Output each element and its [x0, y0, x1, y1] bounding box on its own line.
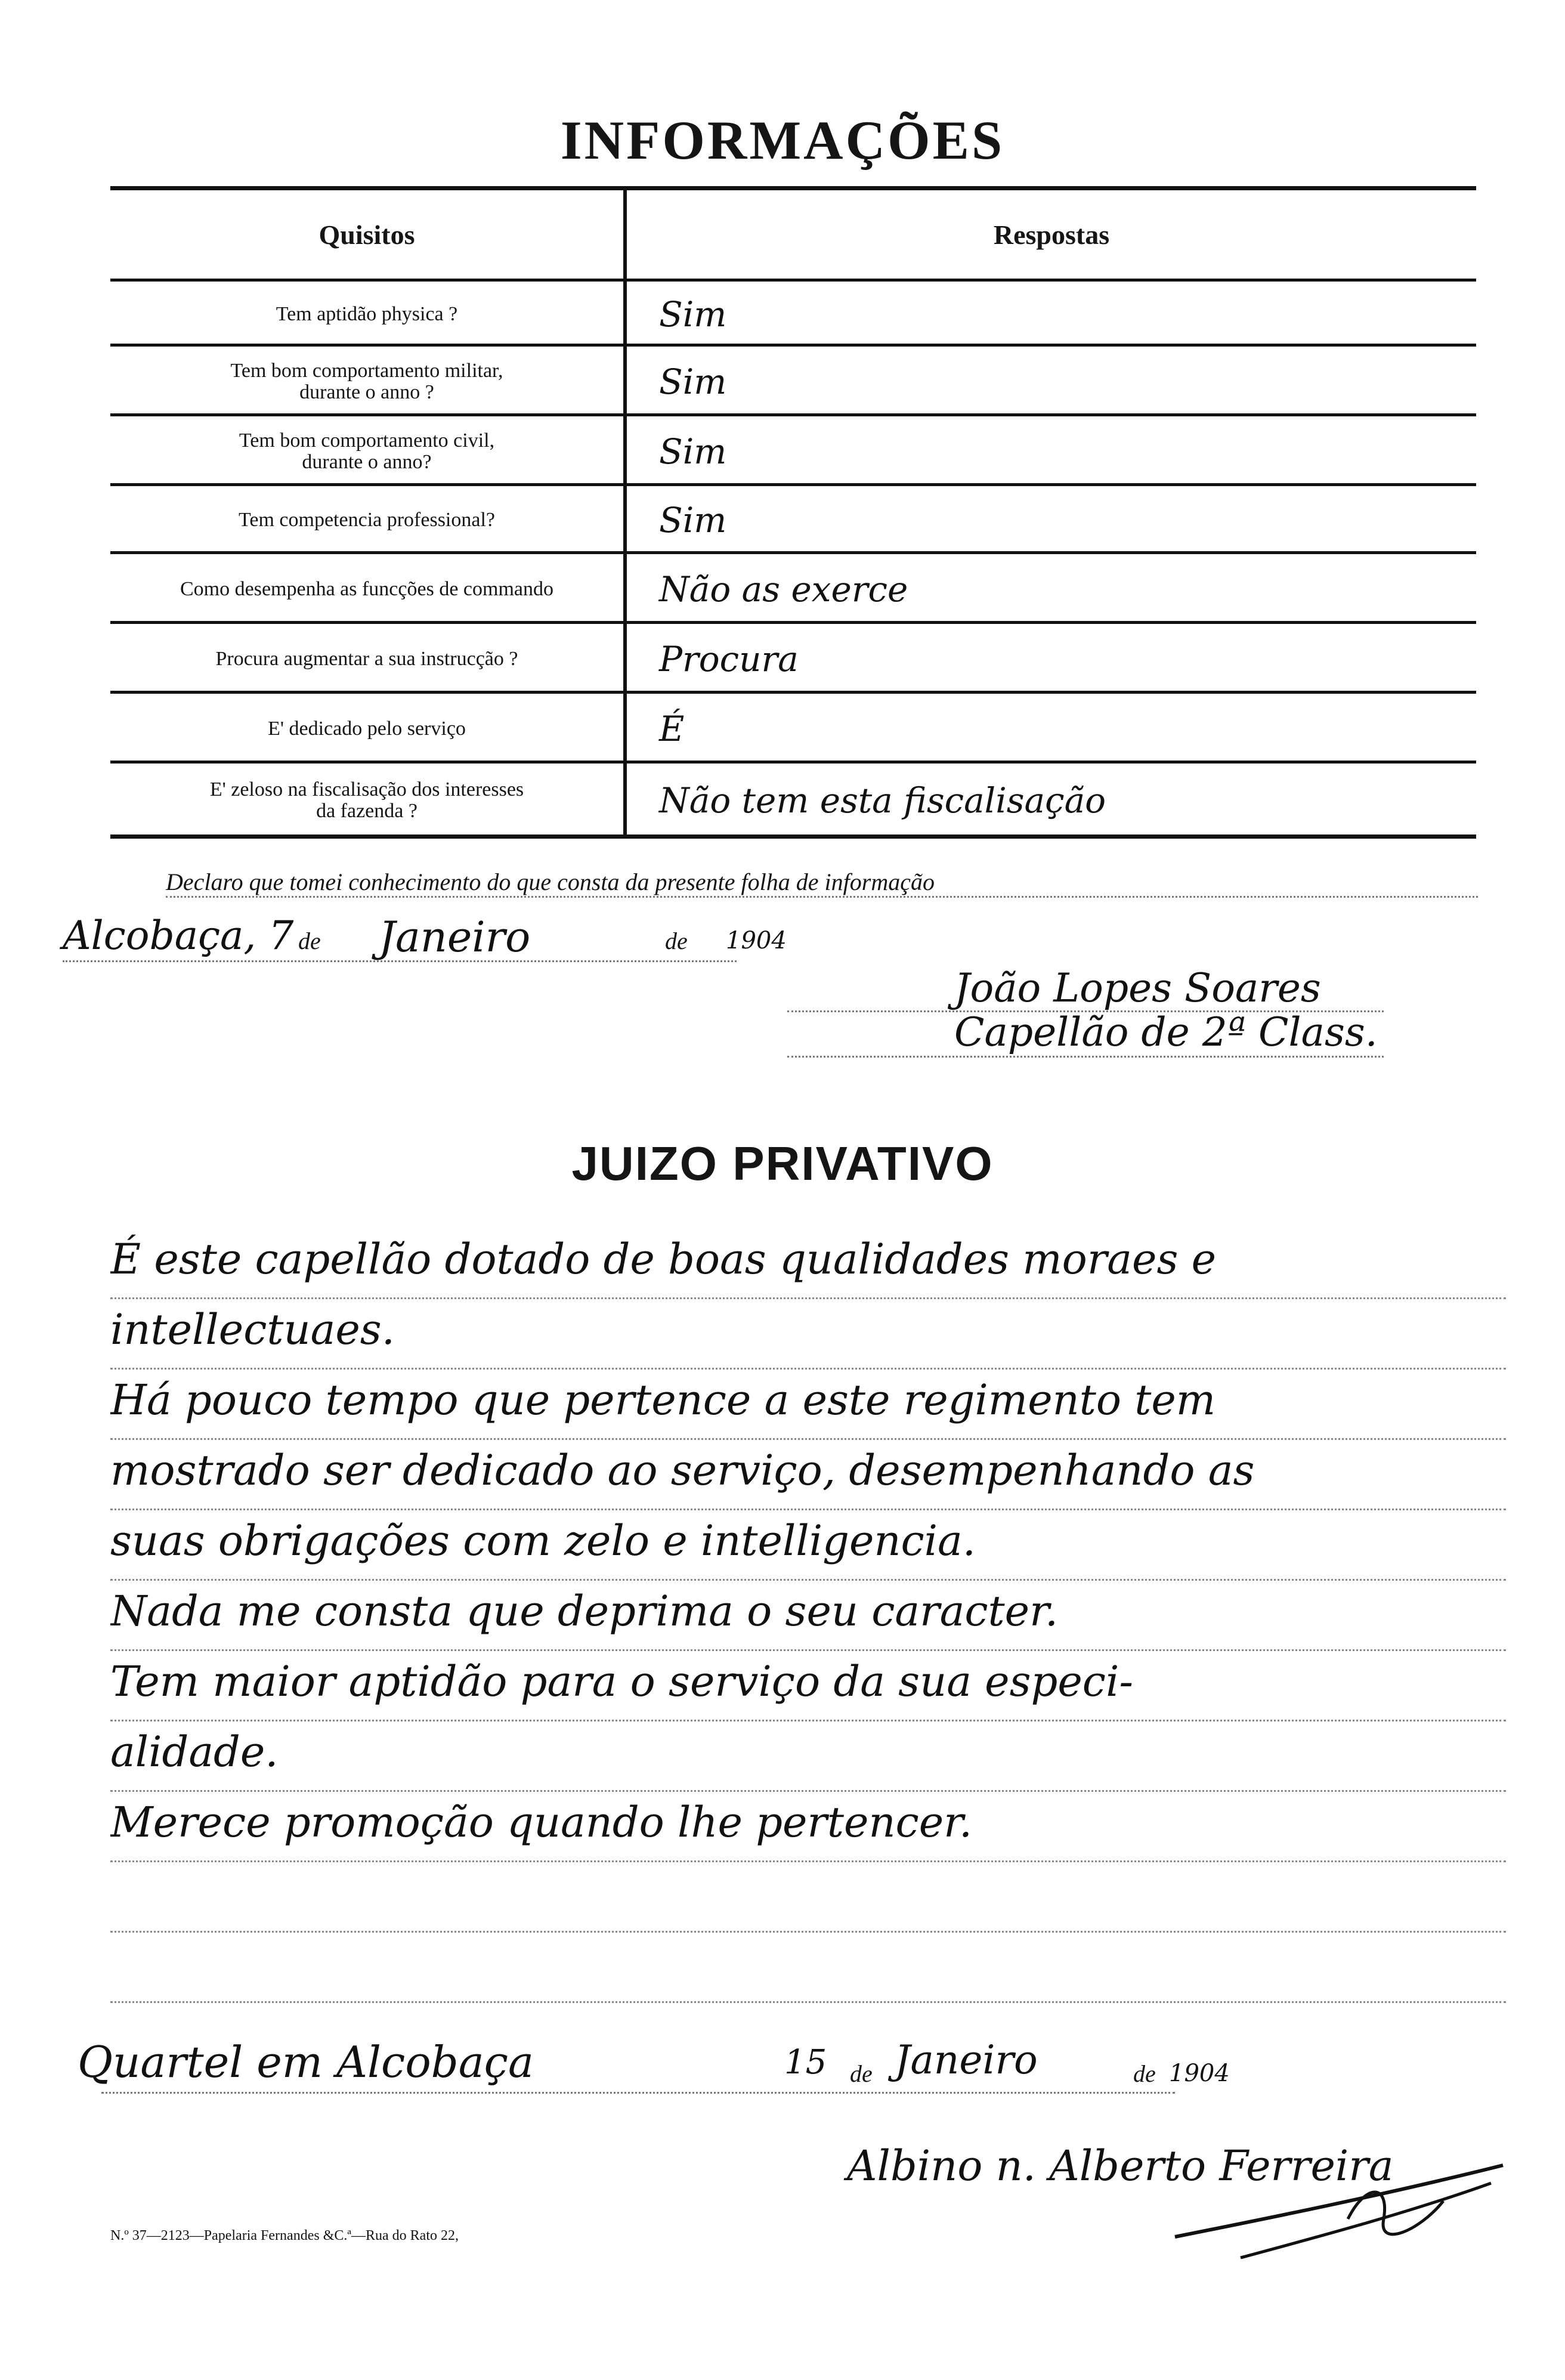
table-row [110, 761, 1476, 837]
opinion-line: suas obrigações com zelo e intelligencia. [110, 1510, 1506, 1581]
question-cell: E' dedicado pelo serviço [268, 717, 466, 740]
question-cell: Tem bom comportamento civil, durante o anno? [239, 429, 495, 473]
quartel-month: Janeiro [895, 2037, 1038, 2083]
answer-cell: É [659, 708, 685, 749]
opinion-line: Nada me consta que deprima o seu caracter. [110, 1581, 1506, 1651]
question-cell: Tem aptidão physica ? [276, 302, 458, 325]
question-cell: Procura augmentar a sua instrucção ? [215, 647, 518, 670]
answer-cell: Não tem esta fiscalisação [659, 780, 1106, 821]
question-cell: E' zeloso na fiscalisação dos interesses da fazenda ? [209, 778, 524, 822]
answer-cell: Sim [659, 500, 727, 540]
header-quisitos: Quisitos [318, 219, 415, 250]
date-preposition: de [850, 2060, 873, 2087]
opinion-line: É este capellão dotado de boas qualidades moraes e [110, 1229, 1506, 1299]
quartel-day: 15 [784, 2043, 827, 2082]
question-cell: Como desempenha as funcções de commando [180, 577, 553, 600]
answer-cell: Sim [659, 361, 727, 402]
printer-imprint: N.º 37—2123—Papelaria Fernandes &C.ª—Rua do Rato 22, [110, 2228, 459, 2243]
signature-flourish [1169, 2147, 1521, 2261]
opinion-lines [110, 1229, 1506, 2003]
declaration-text: Declaro que tomei conhecimento do que consta da presente folha de informação [166, 868, 1478, 898]
answer-cell: Procura [659, 638, 799, 679]
dotted-line [101, 2092, 1175, 2094]
opinion-line [110, 1933, 1506, 2003]
date-preposition: de [298, 928, 321, 954]
table-row [110, 279, 1476, 347]
date-preposition: de [1133, 2060, 1156, 2087]
dotted-line [787, 1056, 1384, 1058]
table-row [110, 621, 1476, 694]
declaration-place: Alcobaça, 7 [63, 913, 294, 959]
quartel-date-line [78, 2037, 1230, 2103]
signature-commander: Albino n. Alberto Ferreira [847, 2141, 1394, 2190]
answer-cell: Sim [659, 431, 727, 472]
answer-cell: Não as exerce [659, 568, 908, 610]
page-title: INFORMAÇÕES [560, 110, 1005, 171]
opinion-line: Há pouco tempo que pertence a este regimento tem [110, 1370, 1506, 1440]
table-row [110, 413, 1476, 486]
opinion-line: Merece promoção quando lhe pertencer. [110, 1792, 1506, 1862]
table-row [110, 551, 1476, 624]
signature-rank: Capellão de 2ª Class. [954, 1009, 1378, 1055]
declaration-year: 1904 [726, 927, 787, 954]
declaration-date-line [63, 913, 787, 966]
opinion-line: alidade. [110, 1721, 1506, 1792]
declaration-month: Janeiro [379, 913, 531, 962]
quartel-place: Quartel em Alcobaça [78, 2037, 534, 2087]
opinion-line [110, 1862, 1506, 1933]
date-preposition: de [665, 928, 688, 954]
section-title: JUIZO PRIVATIVO [571, 1137, 994, 1190]
answer-cell: Sim [659, 293, 727, 335]
question-cell: Tem bom comportamento militar, durante o anno ? [230, 359, 503, 403]
table-row [110, 344, 1476, 416]
signature-name: João Lopes Soares [954, 965, 1321, 1011]
table-row [110, 483, 1476, 554]
signature-chaplain [954, 966, 1378, 1055]
header-respostas: Respostas [993, 219, 1110, 250]
table-row [110, 691, 1476, 764]
question-cell: Tem competencia professional? [239, 509, 495, 531]
opinion-line: mostrado ser dedicado ao serviço, desempenhando as [110, 1440, 1506, 1510]
quartel-year: 1904 [1169, 2060, 1230, 2087]
opinion-line: intellectuaes. [110, 1299, 1506, 1370]
opinion-line: Tem maior aptidão para o serviço da sua especi- [110, 1651, 1506, 1721]
dotted-line [787, 1010, 1384, 1012]
informacoes-table [110, 186, 1476, 839]
